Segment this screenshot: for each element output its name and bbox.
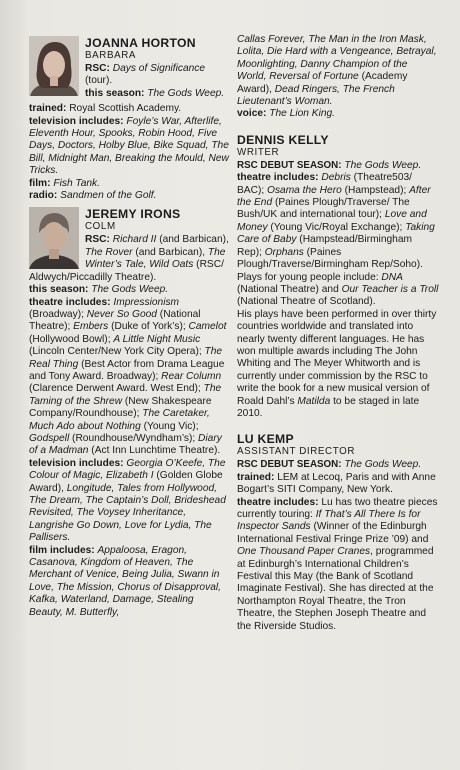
person-name: JEREMY IRONS <box>85 207 181 222</box>
film-credits: film: Fish Tank. <box>29 177 100 189</box>
bio-joanna-horton <box>29 34 229 100</box>
radio-credits: radio: Sandmen of the Golf. <box>29 190 157 202</box>
portrait-jeremy-irons <box>29 207 79 269</box>
voice-credits: voice: The Lion King. <box>237 108 335 120</box>
theatre-credits: theatre includes: Lu has two theatre pieces currently touring: If That’s All There Is for Inspector Sands (Winner of the Edinburgh International Festival Fringe Prize ’09) and One Thousand Paper Cranes, programmed at Edinburgh’s International Children’s Festival this May (the Bank of Scotland Imaginate Festival). She has directed at the Northampton Royal Theatre, the Tron Theatre, the Stephen Joseph Theatre and the Riverside Studios. <box>237 496 438 632</box>
person-name: DENNIS KELLY <box>237 132 329 147</box>
film-credits-continued: Callas Forever, The Man in the Iron Mask, Lolita, Die Hard with a Vengeance, Betrayal, Moonlighting, Danny Champion of the World, Reversal of Fortune (Academy Award), Dead Ringers, The French Lieutenant’s Woman. <box>237 34 437 108</box>
bio-lu-kemp <box>237 433 439 633</box>
biography: His plays have been performed in over thirty countries worldwide and translated into nearly twenty different languages. He has won multiple awards including The John Whiting and The Meyer Whitworth and is currently under commission by the RSC to write the book for a new musical version of Roald Dahl’s Matilda to be staged in late 2010. <box>237 308 437 419</box>
training: trained: LEM at Lecoq, Paris and with Anne Bogart’s SITI Company, New York. <box>237 471 436 496</box>
bio-dennis-kelly <box>237 134 439 421</box>
rsc-credits: RSC: Richard II (and Barbican), The Rover (and Barbican), The Winter’s Tale, Wild Oats (RSC/ Aldwych/Piccadilly Theatre). <box>29 234 229 283</box>
person-role: BARBARA <box>85 50 137 61</box>
theatre-credits: theatre includes: Debris (Theatre503/ BAC); Osama the Hero (Hampstead); After the End (Paines Plough/Traverse/ The Bush/UK and international tour); Love and Money (Young Vic/Royal Exchange); Taking Care of Baby (Hampstead/Birmingham Rep); Orphans (Paines Plough/Traverse/Birmingham Rep/Soho). Plays for young people include: DNA (National Theatre) and Our Teacher is a Troll (National Theatre of Scotland). <box>237 172 439 308</box>
person-role: COLM <box>85 221 116 233</box>
right-column <box>237 34 439 633</box>
bio-jeremy-irons <box>29 205 229 284</box>
debut-season: RSC DEBUT SEASON: The Gods Weep. <box>237 459 422 471</box>
portrait-joanna-horton <box>29 36 79 96</box>
rsc-credits: RSC: Days of Significance (tour). <box>85 63 206 87</box>
season-credit: this season: The Gods Weep. <box>29 284 169 296</box>
television-credits: television includes: Georgia O’Keefe, The Colour of Magic, Elizabeth I (Golden Globe Award), Longitude, Tales from Hollywood, The Dream, The Captain’s Doll, Brideshead Revisited, The Voysey Inheritance, Langrishe Go Down, Love for Lydia, The Pallisers. <box>29 457 226 544</box>
theatre-credits: theatre includes: Impressionism (Broadway); Never So Good (National Theatre); Embers (Duke of York’s); Camelot (Hollywood Bowl); A Little Night Music (Lincoln Center/New York City Opera); The Real Thing (Best Actor from Drama League and Tony Award. Broadway); Rear Column (Clarence Derwent Award. West End); The Taming of the Shrew (New Shakespeare Company/Roundhouse); The Caretaker, Much Ado about Nothing (Young Vic); Godspell (Roundhouse/Wyndham’s); Diary of a Madman (Act Inn Lunchtime Theatre). <box>29 296 227 457</box>
person-name: LU KEMP <box>237 432 294 447</box>
film-credits: film includes: Appaloosa, Eragon, Casanova, Kingdom of Heaven, The Merchant of Venice, Being Julia, Swann in Love, The Mission, Chorus of Disapproval, Kafka, Waterland, Damage, Stealing Beauty, M. Butterfly, <box>29 544 221 618</box>
television-credits: television includes: Foyle’s War, Afterlife, Eleventh Hour, Spooks, Robin Hood, Five Days, Doctors, Holby Blue, Bike Squad, The Bill, Midnight Man, Breaking the Mould, New Tricks. <box>29 115 229 177</box>
training: trained: Royal Scottish Academy. <box>29 103 182 115</box>
left-column <box>29 34 229 619</box>
person-role: ASSISTANT DIRECTOR <box>237 446 356 458</box>
person-role: WRITER <box>237 146 280 158</box>
season-credit: this season: The Gods Weep. <box>85 87 225 99</box>
person-name: JOANNA HORTON <box>85 36 196 50</box>
debut-season: RSC DEBUT SEASON: The Gods Weep. <box>237 159 422 171</box>
